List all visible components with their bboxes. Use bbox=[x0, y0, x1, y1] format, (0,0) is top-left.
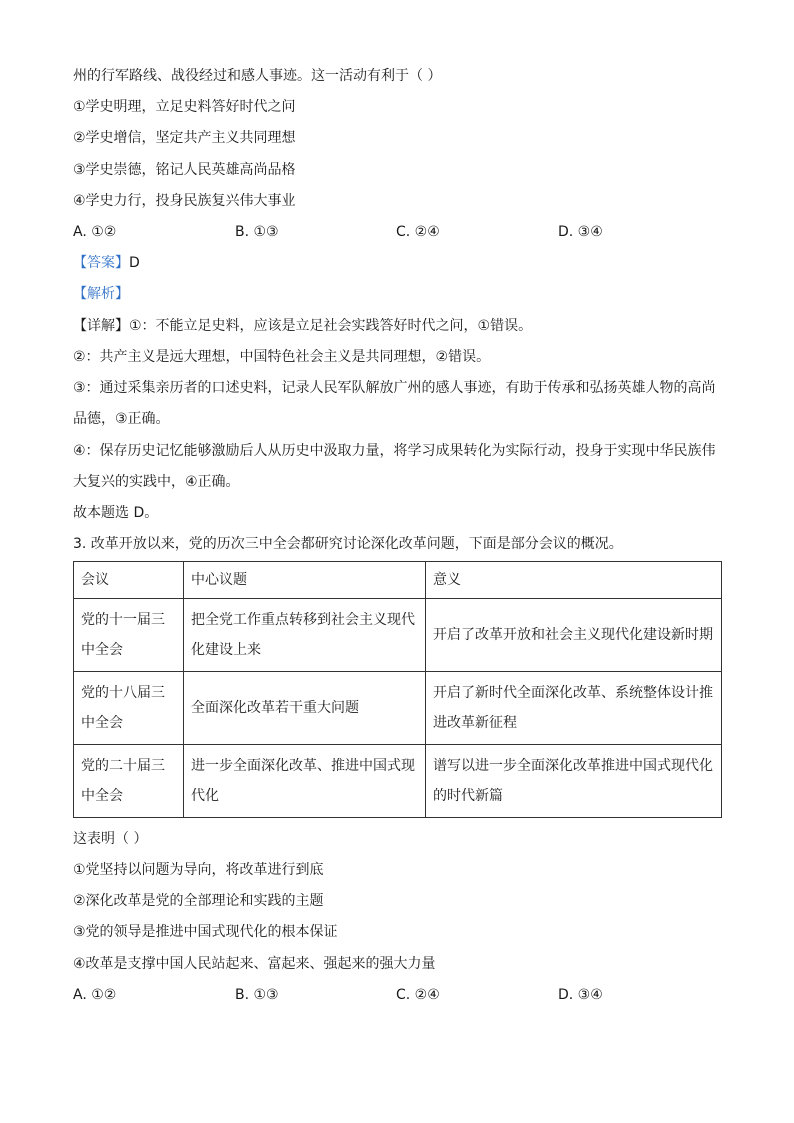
table-cell: 把全党工作重点转移到社会主义现代化建设上来 bbox=[184, 599, 426, 672]
meetings-table bbox=[73, 561, 722, 818]
header-cell: 意义 bbox=[426, 562, 722, 599]
analysis-tag: 【解析】 bbox=[73, 286, 129, 302]
statement-2: ②学史增信，坚定共产主义共同理想 bbox=[73, 130, 296, 146]
option-d: D. ③④ bbox=[558, 987, 603, 1003]
q3-statement-4: ④改革是支撑中国人民站起来、富起来、强起来的强大力量 bbox=[73, 956, 436, 972]
table-cell: 进一步全面深化改革、推进中国式现代化 bbox=[184, 745, 426, 818]
q2-options bbox=[73, 222, 723, 242]
q3-question: 这表明（ ） bbox=[73, 831, 148, 847]
q3-options bbox=[73, 985, 723, 1005]
q3-statement-3: ③党的领导是推进中国式现代化的根本保证 bbox=[73, 924, 338, 940]
detail-text: ①：不能立足史料，应该是立足社会实践答好时代之问，①错误。 bbox=[129, 318, 533, 334]
question-text-line: 州的行军路线、战役经过和感人事迹。这一活动有利于（ ） bbox=[73, 68, 442, 84]
table-row bbox=[74, 599, 722, 672]
statement-3: ③学史崇德，铭记人民英雄高尚品格 bbox=[73, 162, 296, 178]
answer-line bbox=[73, 253, 140, 273]
table-cell: 党的十八届三中全会 bbox=[74, 672, 184, 745]
table-cell: 党的十一届三中全会 bbox=[74, 599, 184, 672]
detail-line-3b: 品德，③正确。 bbox=[73, 411, 170, 427]
detail-line-4b: 大复兴的实践中，④正确。 bbox=[73, 474, 240, 490]
table-cell: 谱写以进一步全面深化改革推进中国式现代化的时代新篇 bbox=[426, 745, 722, 818]
detail-line-1 bbox=[73, 316, 532, 336]
table-cell: 全面深化改革若干重大问题 bbox=[184, 672, 426, 745]
detail-line-4a: ④：保存历史记忆能够激励后人从历史中汲取力量，将学习成果转化为实际行动，投身于实现中华民族伟 bbox=[73, 443, 716, 459]
table-cell: 开启了改革开放和社会主义现代化建设新时期 bbox=[426, 599, 722, 672]
detail-tag: 【详解】 bbox=[73, 318, 129, 334]
q3-statement-2: ②深化改革是党的全部理论和实践的主题 bbox=[73, 893, 324, 909]
detail-line-3a: ③：通过采集亲历者的口述史料，记录人民军队解放广州的感人事迹，有助于传承和弘扬英雄人物的高尚 bbox=[73, 380, 716, 396]
q3-stem: 3. 改革开放以来，党的历次三中全会都研究讨论深化改革问题，下面是部分会议的概况。 bbox=[73, 536, 623, 552]
answer-value: D bbox=[129, 255, 140, 271]
option-b: B. ①③ bbox=[235, 224, 279, 240]
option-b: B. ①③ bbox=[235, 987, 279, 1003]
table-row bbox=[74, 672, 722, 745]
option-c: C. ②④ bbox=[396, 224, 440, 240]
table-header-row bbox=[74, 562, 722, 599]
statement-4: ④学史力行，投身民族复兴伟大事业 bbox=[73, 193, 296, 209]
table-cell: 开启了新时代全面深化改革、系统整体设计推进改革新征程 bbox=[426, 672, 722, 745]
table-cell: 党的二十届三中全会 bbox=[74, 745, 184, 818]
header-cell: 中心议题 bbox=[184, 562, 426, 599]
option-a: A. ①② bbox=[73, 224, 117, 240]
answer-tag: 【答案】 bbox=[73, 255, 129, 271]
q3-statement-1: ①党坚持以问题为导向，将改革进行到底 bbox=[73, 862, 324, 878]
detail-line-2: ②：共产主义是远大理想，中国特色社会主义是共同理想，②错误。 bbox=[73, 349, 491, 365]
option-c: C. ②④ bbox=[396, 987, 440, 1003]
header-cell: 会议 bbox=[74, 562, 184, 599]
option-a: A. ①② bbox=[73, 987, 117, 1003]
statement-1: ①学史明理，立足史料答好时代之问 bbox=[73, 99, 296, 115]
table-row bbox=[74, 745, 722, 818]
conclusion-line: 故本题选 D。 bbox=[73, 505, 159, 521]
option-d: D. ③④ bbox=[558, 224, 603, 240]
